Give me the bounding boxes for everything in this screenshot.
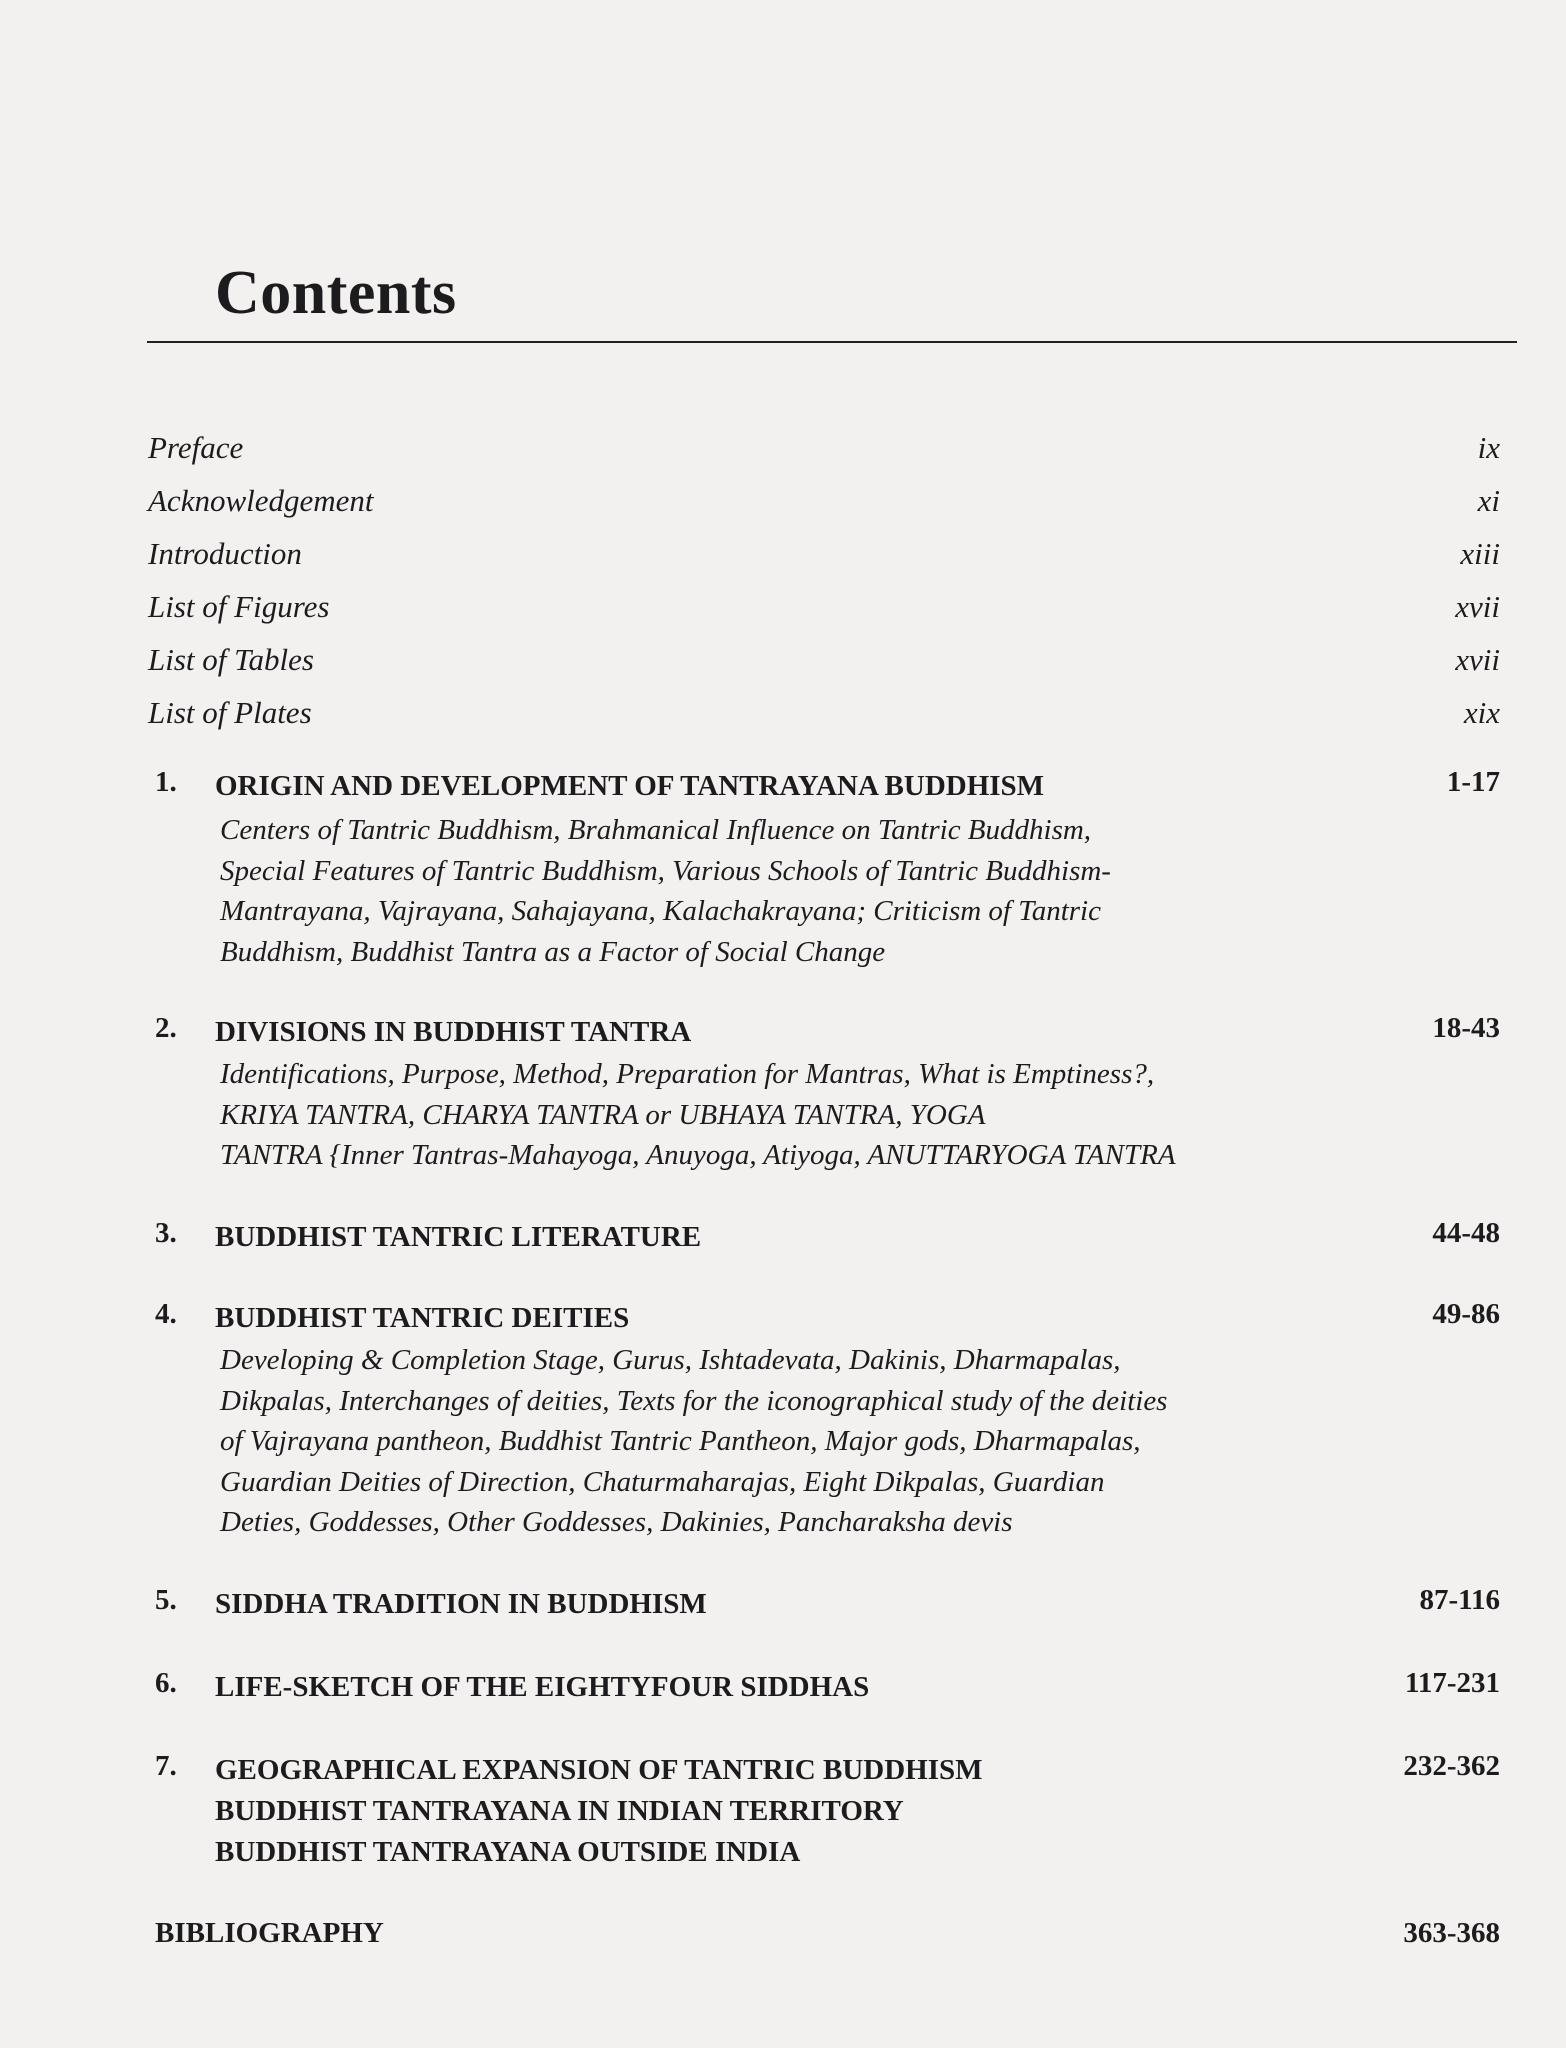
toc-entry-page: ix bbox=[1477, 430, 1500, 465]
chapter-description bbox=[220, 1054, 1350, 1176]
description-line: Mantrayana, Vajrayana, Sahajayana, Kalachakrayana; Criticism of Tantric bbox=[220, 895, 1101, 927]
toc-entry-label: List of Figures bbox=[148, 589, 330, 624]
toc-entry-label: Acknowledgement bbox=[148, 483, 374, 518]
chapter-number: 1. bbox=[155, 766, 177, 798]
toc-entry-page: xix bbox=[1463, 695, 1500, 730]
chapter-number: 7. bbox=[155, 1750, 177, 1782]
description-line: Developing & Completion Stage, Gurus, Ishtadevata, Dakinis, Dharmapalas, bbox=[220, 1344, 1121, 1376]
chapter-description bbox=[220, 810, 1350, 972]
chapter-pages: 232-362 bbox=[1403, 1750, 1500, 1782]
description-line: Special Features of Tantric Buddhism, Various Schools of Tantric Buddhism- bbox=[220, 854, 1111, 887]
description-line: of Vajrayana pantheon, Buddhist Tantric Pantheon, Major gods, Dharmapalas, bbox=[220, 1425, 1141, 1457]
chapter-heading: DIVISIONS IN BUDDHIST TANTRA bbox=[215, 1016, 692, 1048]
description-line: Deties, Goddesses, Other Goddesses, Dakinies, Pancharaksha devis bbox=[220, 1506, 1013, 1538]
chapter-pages: 117-231 bbox=[1404, 1667, 1500, 1699]
toc-entry-label: Introduction bbox=[148, 536, 302, 571]
chapter-heading: GEOGRAPHICAL EXPANSION OF TANTRIC BUDDHISM bbox=[215, 1754, 983, 1786]
chapter-subheading: BUDDHIST TANTRAYANA OUTSIDE INDIA bbox=[215, 1836, 801, 1868]
chapter-number: 3. bbox=[155, 1217, 177, 1249]
description-line: Buddhism, Buddhist Tantra as a Factor of Social Change bbox=[220, 935, 886, 968]
chapter-pages: 44-48 bbox=[1432, 1217, 1500, 1249]
chapter-heading: BUDDHIST TANTRIC LITERATURE bbox=[215, 1221, 702, 1253]
chapter-number: 4. bbox=[155, 1298, 177, 1330]
toc-entry-label: Preface bbox=[148, 430, 244, 465]
description-line: KRIYA TANTRA, CHARYA TANTRA or UBHAYA TANTRA, YOGA bbox=[220, 1098, 986, 1131]
description-line: TANTRA {Inner Tantras-Mahayoga, Anuyoga, Atiyoga, ANUTTARYOGA TANTRA bbox=[220, 1139, 1176, 1171]
title-rule bbox=[147, 341, 1517, 343]
toc-entry-page: xvii bbox=[1455, 589, 1500, 624]
chapter-pages: 18-43 bbox=[1432, 1012, 1500, 1044]
description-line: Centers of Tantric Buddhism, Brahmanical Influence on Tantric Buddhism, bbox=[220, 814, 1092, 846]
chapter-number: 5. bbox=[155, 1584, 177, 1616]
toc-entry-page: xiii bbox=[1460, 536, 1500, 571]
toc-entry-label: List of Plates bbox=[148, 695, 312, 730]
chapter-pages: 1-17 bbox=[1446, 766, 1500, 798]
chapter-subheading: BUDDHIST TANTRAYANA IN INDIAN TERRITORY bbox=[215, 1795, 904, 1827]
toc-entry-label: List of Tables bbox=[148, 642, 314, 677]
chapter-heading: SIDDHA TRADITION IN BUDDHISM bbox=[215, 1588, 707, 1620]
description-line: Dikpalas, Interchanges of deities, Texts for the iconographical study of the deities bbox=[220, 1384, 1168, 1417]
toc-entry-page: xi bbox=[1477, 483, 1500, 518]
chapter-number: 6. bbox=[155, 1667, 177, 1699]
chapter-heading: BUDDHIST TANTRIC DEITIES bbox=[215, 1302, 630, 1334]
chapter-pages: 49-86 bbox=[1432, 1298, 1500, 1330]
toc-entry-page: xvii bbox=[1455, 642, 1500, 677]
description-line: Guardian Deities of Direction, Chaturmaharajas, Eight Dikpalas, Guardian bbox=[220, 1465, 1105, 1498]
description-line: Identifications, Purpose, Method, Preparation for Mantras, What is Emptiness?, bbox=[220, 1058, 1155, 1090]
chapter-heading: LIFE-SKETCH OF THE EIGHTYFOUR SIDDHAS bbox=[215, 1671, 870, 1703]
toc-entry-page: 363-368 bbox=[1403, 1917, 1500, 1949]
chapter-heading: ORIGIN AND DEVELOPMENT OF TANTRAYANA BUDDHISM bbox=[215, 770, 1045, 802]
chapter-pages: 87-116 bbox=[1419, 1584, 1500, 1616]
chapter-description bbox=[220, 1340, 1350, 1543]
page-title: Contents bbox=[215, 259, 457, 327]
chapter-number: 2. bbox=[155, 1012, 177, 1044]
toc-entry-label: BIBLIOGRAPHY bbox=[155, 1917, 384, 1949]
